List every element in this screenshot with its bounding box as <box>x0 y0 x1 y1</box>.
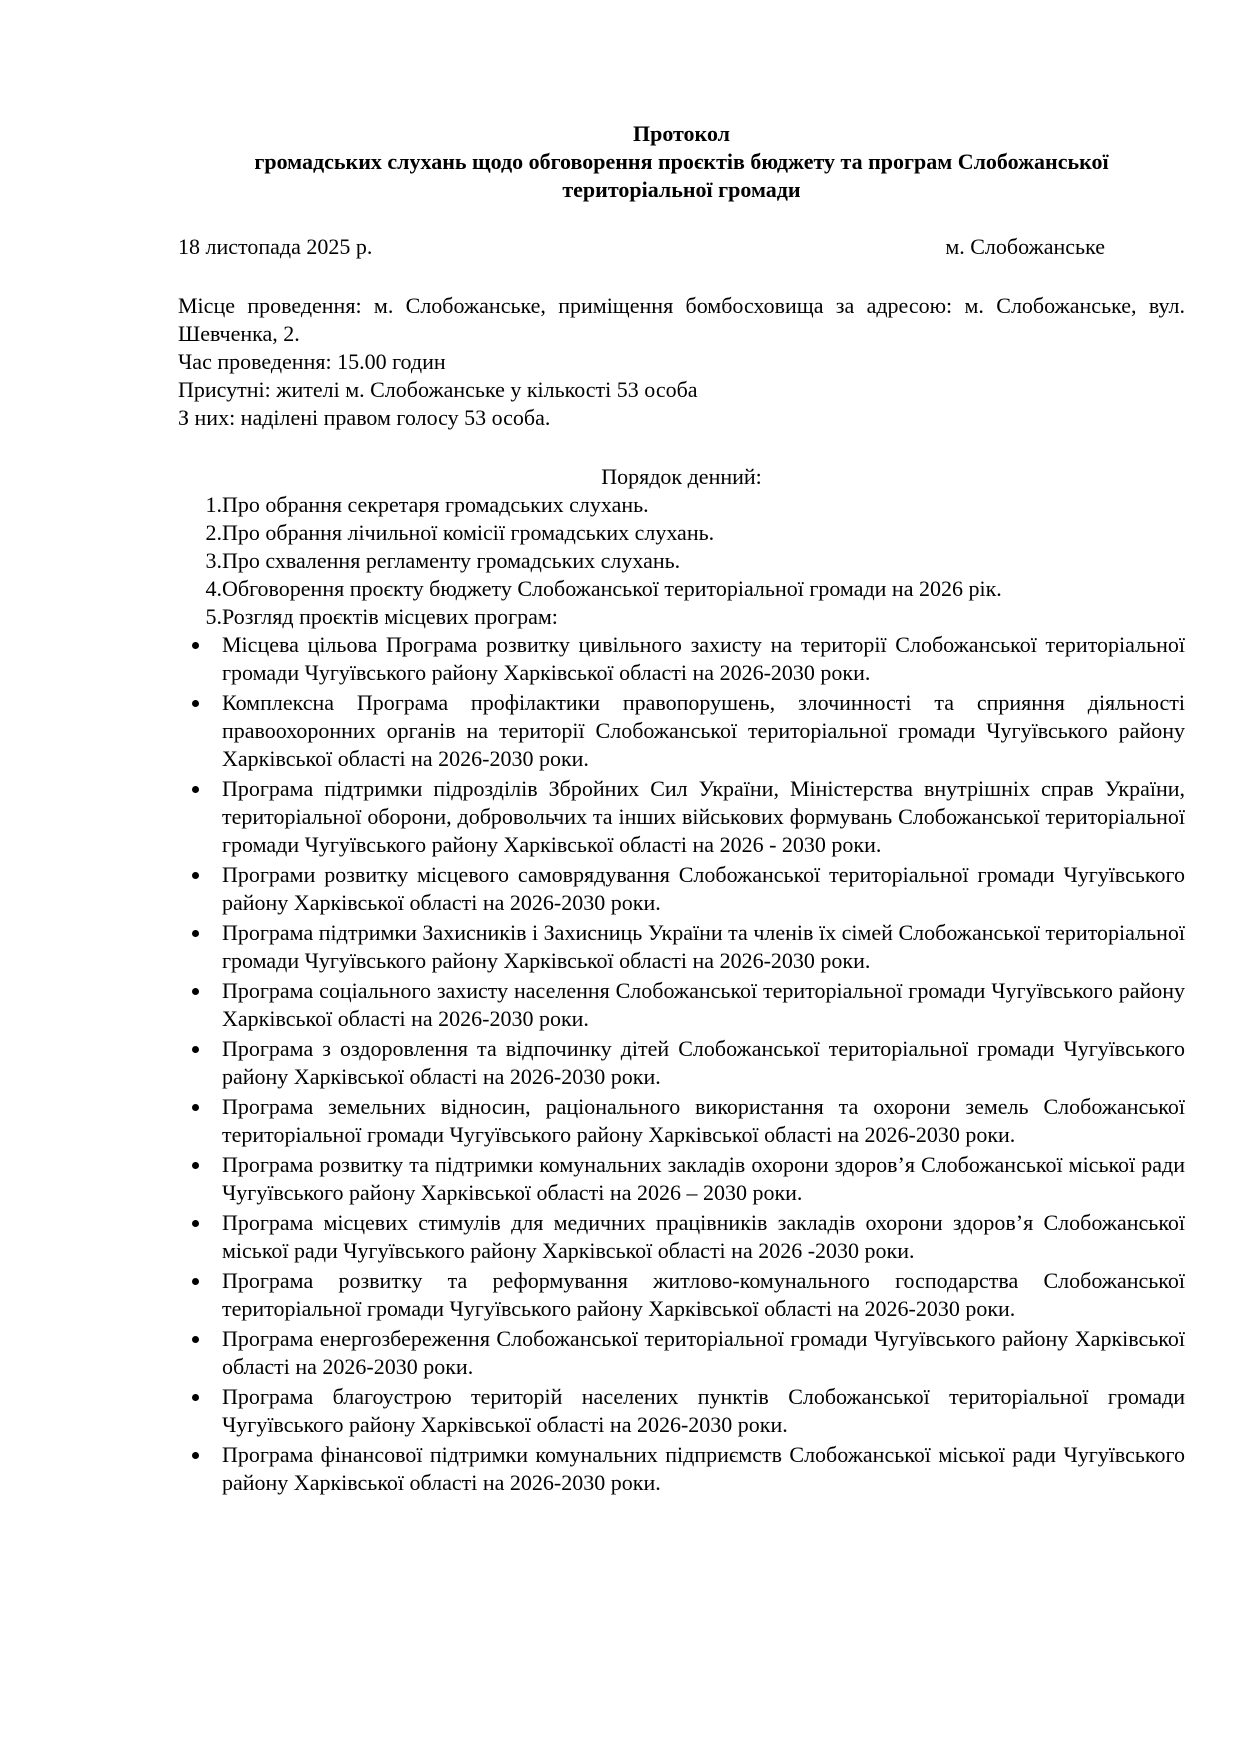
agenda-item <box>178 491 1185 519</box>
agenda-item-text: Про схвалення регламенту громадських слухань. <box>222 548 681 573</box>
program-text: Програма розвитку та реформування житлово-комунального господарства Слобожанської територіальної громади Чугуївського району Харківської області на 2026-2030 роки. <box>222 1268 1185 1321</box>
program-text: Програма з оздоровлення та відпочинку дітей Слобожанської територіальної громади Чугуївського району Харківської області на 2026-2030 роки. <box>222 1036 1185 1089</box>
program-text: Програма місцевих стимулів для медичних працівників закладів охорони здоров’я Слобожанської міської ради Чугуївського району Харківської області на 2026 -2030 роки. <box>222 1210 1185 1263</box>
agenda-item <box>178 547 1185 575</box>
program-text: Комплексна Програма профілактики правопорушень, злочинності та сприяння діяльності правоохоронних органів на території Слобожанської територіальної громади Чугуївського району Харківської області на 2026-2030 роки. <box>222 690 1185 771</box>
meeting-details <box>178 292 1185 432</box>
document-city: м. Слобожанське <box>945 234 1105 259</box>
program-text: Програма підтримки Захисників і Захисниць України та членів їх сімей Слобожанської територіальної громади Чугуївського району Харківської області на 2026-2030 роки. <box>222 920 1185 973</box>
program-item <box>178 689 1185 773</box>
program-text: Програма фінансової підтримки комунальних підприємств Слобожанської міської ради Чугуївського району Харківської області на 2026-2030 роки. <box>222 1442 1185 1495</box>
agenda-item-text: Обговорення проєкту бюджету Слобожанської територіальної громади на 2026 рік. <box>222 576 1002 601</box>
program-item <box>178 1383 1185 1439</box>
agenda-list <box>178 491 1185 631</box>
program-item <box>178 919 1185 975</box>
document-subtitle-line1: громадських слухань щодо обговорення проєктів бюджету та програм Слобожанської <box>254 149 1109 174</box>
agenda-item-number: 4. <box>205 576 222 601</box>
bullet-icon <box>178 1035 222 1091</box>
document-header <box>178 120 1185 204</box>
agenda-item <box>178 575 1185 603</box>
agenda-item <box>178 519 1185 547</box>
program-item <box>178 1093 1185 1149</box>
meeting-time: Час проведення: 15.00 годин <box>178 349 446 374</box>
bullet-icon <box>178 919 222 975</box>
document-date: 18 листопада 2025 р. <box>178 234 373 259</box>
agenda-item-number: 5. <box>205 604 222 629</box>
bullet-icon <box>178 1093 222 1149</box>
bullet-icon <box>178 1151 222 1207</box>
document-subtitle-line2: територіальної громади <box>562 177 801 202</box>
agenda-item-text: Розгляд проєктів місцевих програм: <box>222 604 558 629</box>
agenda-item-text: Про обрання лічильної комісії громадських слухань. <box>222 520 715 545</box>
program-item <box>178 1441 1185 1497</box>
meeting-place: Місце проведення: м. Слобожанське, приміщення бомбосховища за адресою: м. Слобожанське, вул. Шевченка, 2. <box>178 293 1185 346</box>
program-item <box>178 977 1185 1033</box>
agenda-section <box>178 463 1185 1499</box>
program-text: Програма соціального захисту населення Слобожанської територіальної громади Чугуївського району Харківської області на 2026-2030 роки. <box>222 978 1185 1031</box>
program-item <box>178 1325 1185 1381</box>
meeting-present: Присутні: жителі м. Слобожанське у кількості 53 особа <box>178 377 698 402</box>
program-item <box>178 631 1185 687</box>
program-text: Програма підтримки підрозділів Збройних Сил України, Міністерства внутрішніх справ України, територіальної оборони, добровольчих та інших військових формувань Слобожанської територіальної громади Чугуївського району Харківської області на 2026 - 2030 роки. <box>222 776 1185 857</box>
bullet-icon <box>178 1267 222 1323</box>
program-text: Програма земельних відносин, раціонального використання та охорони земель Слобожанської територіальної громади Чугуївського району Харківської області на 2026-2030 роки. <box>222 1094 1185 1147</box>
agenda-item-number: 3. <box>205 548 222 573</box>
bullet-icon <box>178 1325 222 1381</box>
bullet-icon <box>178 1209 222 1265</box>
bullet-icon <box>178 861 222 917</box>
agenda-title: Порядок денний: <box>601 464 762 489</box>
agenda-item <box>178 603 1185 631</box>
agenda-item-number: 1. <box>205 492 222 517</box>
bullet-icon <box>178 1383 222 1439</box>
program-item <box>178 1209 1185 1265</box>
agenda-item-text: Про обрання секретаря громадських слухань. <box>222 492 649 517</box>
document-title: Протокол <box>632 121 730 146</box>
program-text: Програма розвитку та підтримки комунальних закладів охорони здоров’я Слобожанської міської ради Чугуївського району Харківської області на 2026 – 2030 роки. <box>222 1152 1185 1205</box>
program-item <box>178 861 1185 917</box>
programs-list <box>178 631 1185 1497</box>
program-text: Програма благоустрою територій населених пунктів Слобожанської територіальної громади Чугуївського району Харківської області на 2026-2030 роки. <box>222 1384 1185 1437</box>
program-text: Програма енергозбереження Слобожанської територіальної громади Чугуївського району Харківської області на 2026-2030 роки. <box>222 1326 1185 1379</box>
program-text: Місцева цільова Програма розвитку цивільного захисту на території Слобожанської територіальної громади Чугуївського району Харківської області на 2026-2030 роки. <box>222 632 1185 685</box>
bullet-icon <box>178 631 222 687</box>
date-city-row <box>178 233 1185 261</box>
bullet-icon <box>178 977 222 1033</box>
program-text: Програми розвитку місцевого самоврядування Слобожанської територіальної громади Чугуївського району Харківської області на 2026-2030 роки. <box>222 862 1185 915</box>
agenda-item-number: 2. <box>205 520 222 545</box>
bullet-icon <box>178 1441 222 1497</box>
program-item <box>178 1035 1185 1091</box>
bullet-icon <box>178 775 222 859</box>
program-item <box>178 1151 1185 1207</box>
meeting-voters: З них: наділені правом голосу 53 особа. <box>178 405 551 430</box>
program-item <box>178 1267 1185 1323</box>
bullet-icon <box>178 689 222 773</box>
program-item <box>178 775 1185 859</box>
